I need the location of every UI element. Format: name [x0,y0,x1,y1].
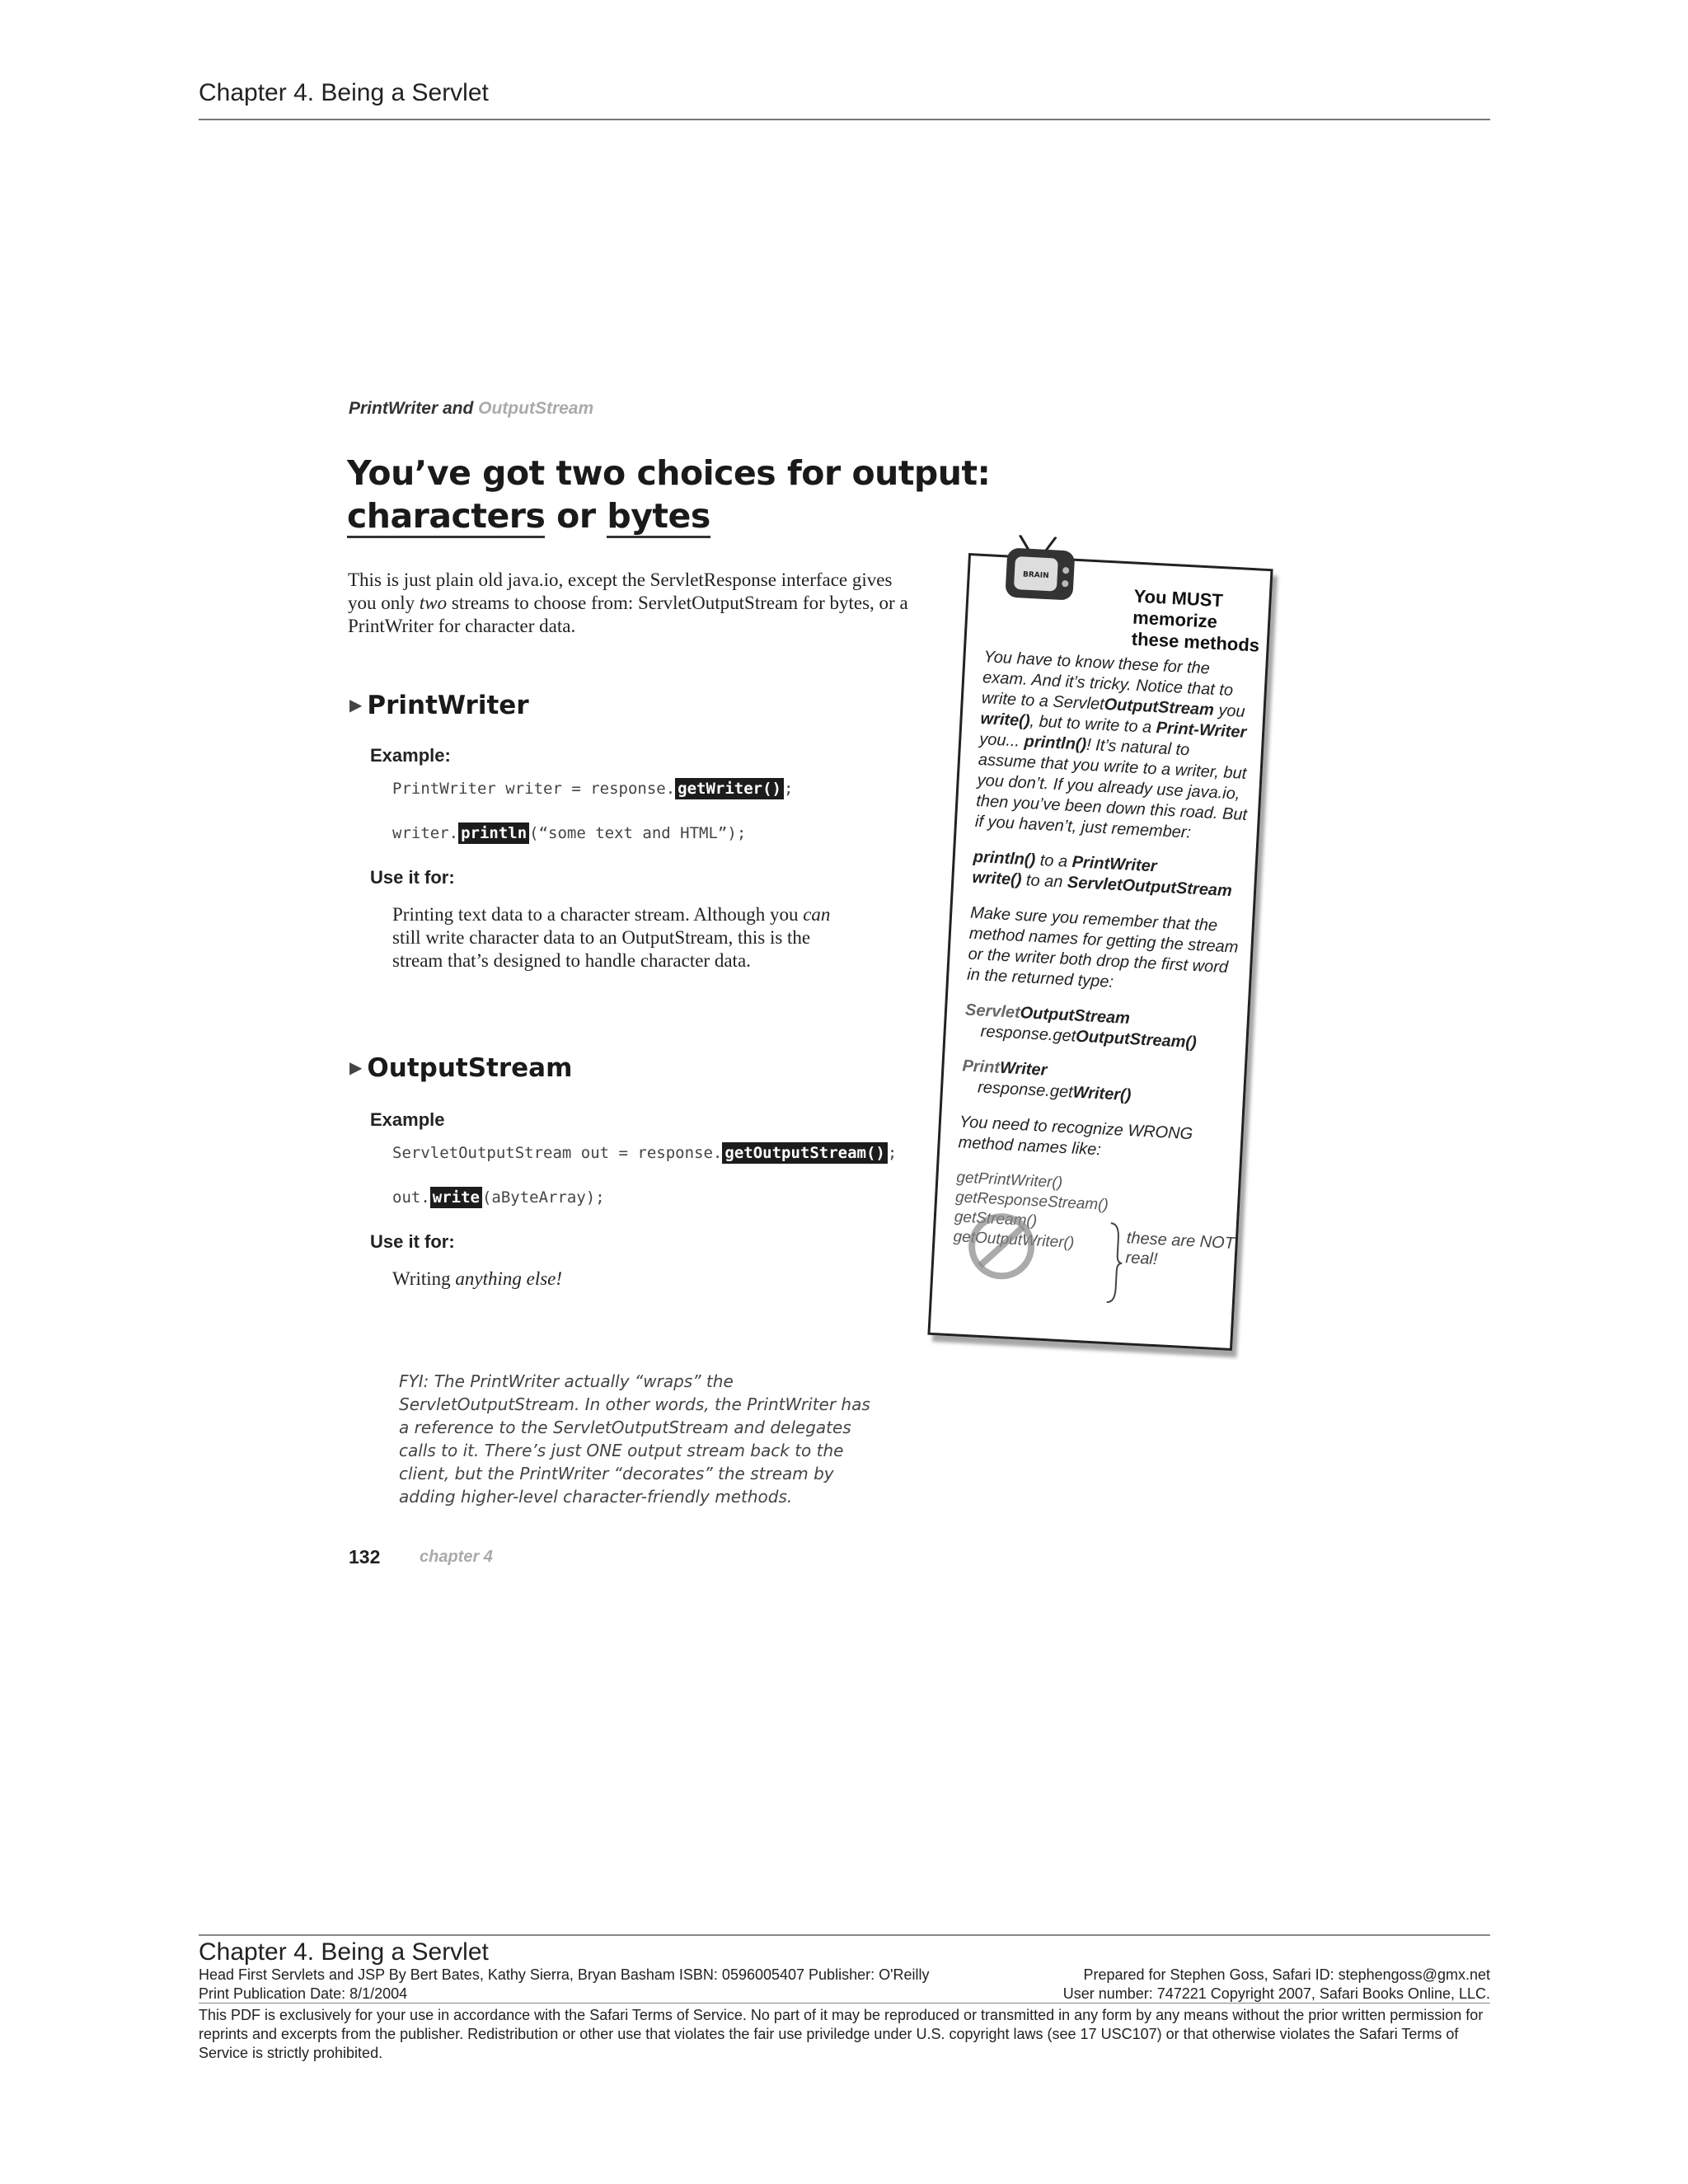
outputstream-example-label: Example [370,1109,445,1130]
footer-divider [199,1934,1490,1936]
intro-paragraph [348,569,908,638]
code-text: ; [784,780,794,798]
tv-badge-text: BRAIN [1022,570,1049,581]
card-bold: OutputStream [1020,1004,1131,1028]
printwriter-title: PrintWriter [367,691,529,720]
section-breadcrumb [349,399,593,419]
headline-line2 [347,494,990,537]
card-dim: Print [961,1057,1001,1077]
footer-pub-date: Print Publication Date: 8/1/2004 [199,1985,408,2002]
card-text: response.get [980,1022,1076,1046]
page-number: 132 [349,1546,381,1568]
card-text: , but to write to a [1029,712,1157,738]
card-text: You have to know these for the exam. And it’s tricky. Notice that to write to a Servlet [981,648,1234,714]
footer-prepared-for: Prepared for Stephen Goss, Safari ID: stephengoss@gmx.net [1083,1966,1490,1983]
card-bold: println() [973,847,1036,869]
code-text: writer. [392,824,459,842]
footer-book-info: Head First Servlets and JSP By Bert Bates, Kathy Sierra, Bryan Basham ISBN: 0596005407 Publisher: O'Reilly [199,1966,930,1983]
headline-characters: characters [347,496,545,538]
card-type-2 [961,1056,1235,1111]
card-bold: Writer [999,1058,1048,1080]
code-text: (“some text and HTML”); [529,824,747,842]
brace-icon [1105,1221,1126,1305]
code-highlight: write [430,1187,482,1208]
code-highlight: getWriter() [675,778,784,799]
card-paragraph-3: You need to recognize WRONG method names like: [958,1113,1193,1160]
code-text: ; [887,1144,898,1162]
card-bold: write() [980,710,1031,731]
use-emphasis: anything else! [455,1268,563,1289]
card-body [953,647,1256,1261]
outputstream-code-line1 [392,1144,897,1162]
card-rules [972,847,1245,902]
outputstream-code-line2 [392,1188,605,1207]
wrong-method: getStream() [954,1208,1038,1230]
not-real-note: these are NOT real! [1125,1229,1236,1269]
printwriter-code-line2 [392,824,746,842]
header-title: Chapter 4. Being a Servlet [199,79,489,106]
card-text: ! It’s natural to assume that you write to a writer, but you don’t. If you already use java.io, then you’ve been down this road. But if you haven’t, just remember: [974,735,1248,842]
printwriter-use-label: Use it for: [370,867,455,888]
card-text: response.get [977,1078,1074,1102]
code-highlight: getOutputStream() [722,1142,887,1164]
code-text: ServletOutputStream out = response. [392,1144,723,1162]
printwriter-code-line1 [392,780,793,798]
card-dim: Servlet [964,1001,1021,1022]
page-headline [347,452,990,537]
card-bold: write() [971,868,1023,889]
printwriter-example-label: Example: [370,745,451,766]
outputstream-use-label: Use it for: [370,1231,455,1252]
card-bold: PrintWriter [1071,853,1158,876]
footer-copyright: User number: 747221 Copyright 2007, Safari Books Online, LLC. [1062,1985,1490,2002]
code-text: out. [392,1188,430,1207]
wrong-method: getOutputWriter() [953,1228,1075,1252]
headline-bytes: bytes [607,496,710,538]
card-title: You MUST memorize these methods [1131,585,1260,656]
outputstream-title: OutputStream [367,1053,573,1083]
chapter-label: chapter 4 [420,1548,493,1566]
card-bold: OutputStream() [1075,1027,1198,1052]
use-text-a: Printing text data to a character stream. Although you [392,904,799,925]
card-text: to an [1020,870,1068,892]
card-text: to a [1034,851,1073,872]
fyi-note: FYI: The PrintWriter actually “wraps” the ServletOutputStream. In other words, the PrintWriter has a reference to the ServletOutputStream and delegates calls to it. There’s just ONE output stream back to the client, but the PrintWriter “decorates” the stream by adding higher-level character-friendly methods. [399,1371,870,1507]
footer-title: Chapter 4. Being a Servlet [199,1938,489,1966]
no-entry-icon [963,1207,1041,1286]
headline-or: or [556,496,596,536]
page-header [199,79,1490,120]
triangle-bullet-icon: ▶ [349,695,363,715]
footer-legal: This PDF is exclusively for your use in accordance with the Safari Terms of Service. No part of it may be reproduced or transmitted in any form by any means without the prior written permission for reprints and excerpts from the publisher. Redistribution or other use that violates the fair use priviledge under U.S. copyright laws (see 17 USC107) or that otherwise violates the Safari Terms of Service is strictly prohibited. [199,2007,1484,2061]
breadcrumb-primary: PrintWriter and [349,399,474,418]
tv-icon [1001,534,1079,604]
intro-text-a: This is just plain old java.io, except the ServletResponse interface gives you only [348,569,893,613]
breadcrumb-secondary: OutputStream [478,399,594,418]
memorize-card [931,560,1269,1352]
card-type-1 [964,1001,1237,1056]
printwriter-heading [349,691,529,720]
card-bold: ServletOutputStream [1067,873,1233,901]
card-text: you [1213,701,1246,721]
use-text-a: Writing [392,1268,451,1289]
intro-text-b: streams to choose from: ServletOutputStream for bytes, or a PrintWriter for character data. [348,593,908,636]
headline-line1: You’ve got two choices for output: [347,453,991,493]
card-bold: Print-Writer [1156,719,1247,742]
use-emphasis: can [803,904,831,925]
memorize-card-panel [927,553,1273,1351]
card-bold: println() [1024,732,1087,754]
code-text: PrintWriter writer = response. [392,780,676,798]
intro-emphasis: two [419,593,448,613]
card-call [961,1076,1234,1111]
card-text: you... [978,729,1025,751]
triangle-bullet-icon: ▶ [349,1057,363,1077]
card-paragraph-2: Make sure you remember that the method names for getting the stream or the writer both drop the first word in the returned type: [966,903,1239,991]
footer-divider-2 [199,2003,1490,2004]
card-bold: OutputStream [1104,695,1215,719]
outputstream-use-text [392,1268,854,1291]
use-text-b: still write character data to an OutputStream, this is the stream that’s designed to handle character data. [392,927,811,971]
code-text: (aByteArray); [481,1188,605,1207]
wrong-method: getPrintWriter() [955,1169,1063,1192]
card-paragraph-1 [974,647,1255,846]
code-highlight: println [458,823,529,844]
outputstream-heading [349,1053,572,1083]
printwriter-use-text [392,903,854,972]
card-bold: Writer() [1072,1083,1132,1105]
wrong-method: getResponseStream() [954,1188,1109,1214]
